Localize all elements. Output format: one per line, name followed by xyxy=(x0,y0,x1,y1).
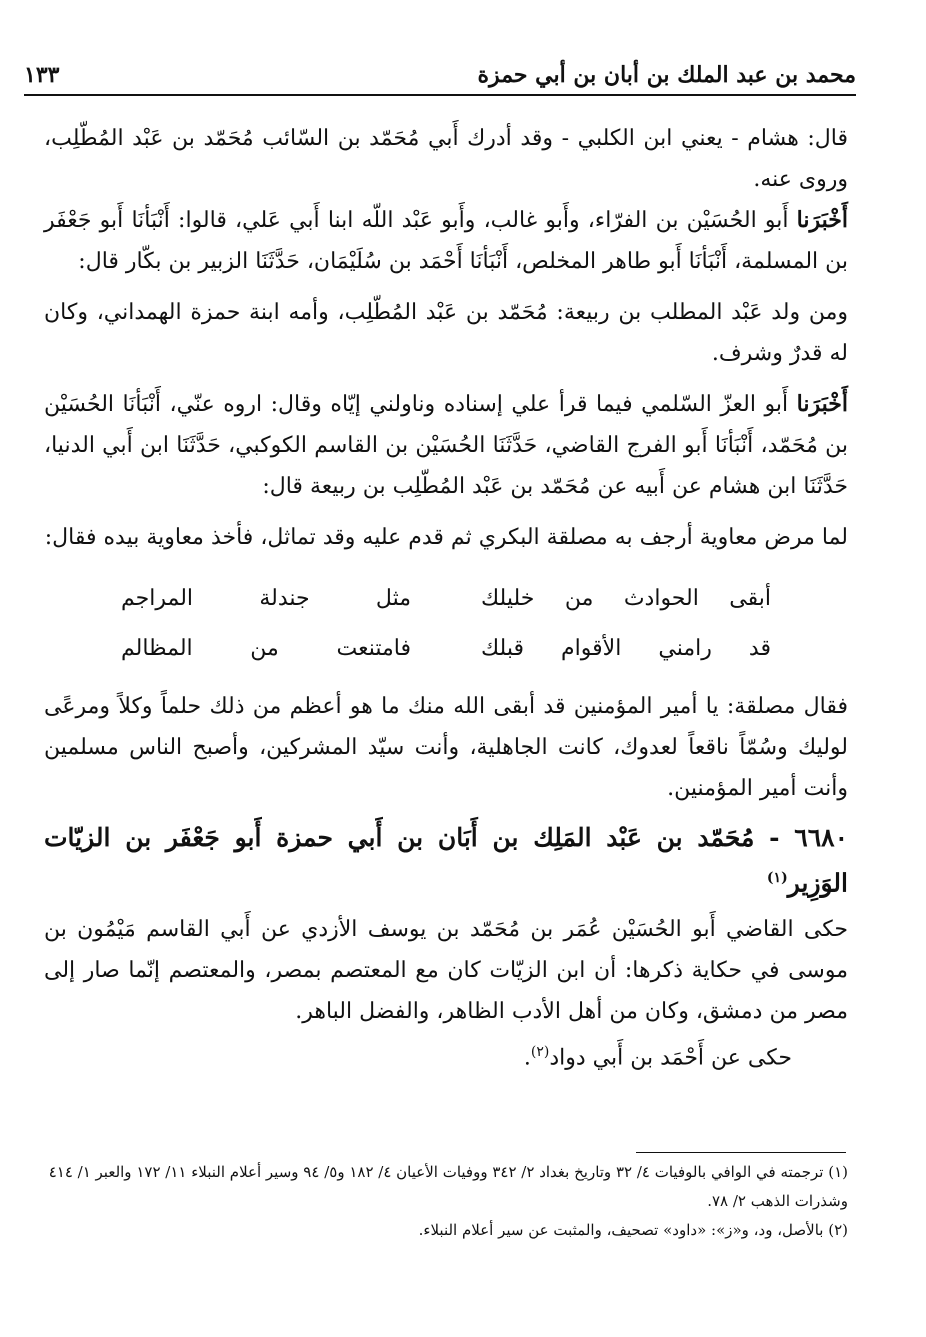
paragraph-text: أَبو الحُسَيْن بن الفرّاء، وأَبو غالب، وأَبو عَبْد اللّه ابنا أَبي عَلي، قالوا: أَنْبَأنَا أَبو جَعْفَر بن المسلمة، أَنْبَأنَا أَبو طاهر المخلص، أَنْبَأنَا أَحْمَد بن سُلَيْمَان، حَدَّثَنَا الزبير بن بكّار قال: xyxy=(44,208,848,274)
page-header xyxy=(24,48,856,96)
poem-verse xyxy=(44,624,848,674)
paragraph xyxy=(44,1032,848,1078)
paragraph-text: أَبو العزّ السّلمي فيما قرأ علي إسناده وناولني إيّاه وقال: اروه عنّي، أَنْبَأنَا الحُسَيْن بن مُحَمّد، أَنْبَأنَا أَبو الفرج القاضي، حَدَّثَنَا الحُسَيْن بن القاسم الكوكبي، حَدَّثَنَا ابن أَبي الدنيا، حَدَّثَنَا ابن هشام عن أَبيه عن مُحَمّد بن عَبْد المُطّلِب بن ربيعة قال: xyxy=(44,392,848,499)
page-number: ١٣٣ xyxy=(24,62,60,88)
paragraph: حكى القاضي أَبو الحُسَيْن عُمَر بن مُحَمّد بن يوسف الأزدي عن أَبي القاسم مَيْمُون بن موسى في حكاية ذكرها: أن ابن الزيّات كان مع المعتصم بمصر، والمعتصم إنّما صار إلى مصر من دمشق، وكان من أهل الأدب الظاهر، والفضل الباهر. xyxy=(44,917,848,1025)
footnote-ref[interactable]: (٢) xyxy=(530,1044,550,1061)
akhbarana-lead: أَخْبَرَنا xyxy=(796,391,848,417)
footnote-ref[interactable]: (١) xyxy=(766,870,788,886)
poem xyxy=(44,574,848,674)
paragraph: ومن ولد عَبْد المطلب بن ربيعة: مُحَمّد بن عَبْد المُطّلِب، وأمه ابنة حمزة الهمداني، وكان له قدرٌ وشرف. xyxy=(44,300,848,366)
akhbarana-lead: أَخْبَرَنا xyxy=(796,207,848,233)
page-body xyxy=(44,118,848,1079)
running-title: محمد بن عبد الملك بن أبان بن أبي حمزة xyxy=(477,62,856,88)
footnotes xyxy=(36,1158,848,1245)
hemistich-first: أبقى الحوادث من خليلك xyxy=(481,586,771,611)
isnad-paragraph xyxy=(44,384,848,507)
hemistich-second: مثل جندلة المراجم xyxy=(121,586,411,611)
isnad-paragraph xyxy=(44,200,848,282)
entry-heading-text: ٦٦٨٠ - مُحَمّد بن عَبْد المَلِك بن أَبَان بن أَبي حمزة أَبو جَعْفَر بن الزيّات الوَزِير xyxy=(44,823,848,898)
hemistich-first: قد رامني الأقوام قبلك xyxy=(481,636,771,661)
poem-verse xyxy=(44,574,848,624)
entry-heading xyxy=(44,817,848,903)
paragraph-text: حكى عن أَحْمَد بن أَبي دواد xyxy=(549,1045,792,1071)
paragraph: لما مرض معاوية أرجف به مصلقة البكري ثم قدم عليه وقد تماثل، فأخذ معاوية بيده فقال: xyxy=(44,525,848,550)
footnote: (٢) بالأصل، ود، و«ز»: «داود» تصحيف، والمثبت عن سير أعلام النبلاء. xyxy=(418,1221,848,1239)
footnote-separator xyxy=(636,1152,846,1153)
paragraph-end: . xyxy=(523,1045,531,1071)
hemistich-second: فامتنعت من المظالم xyxy=(121,636,411,661)
paragraph: فقال مصلقة: يا أمير المؤمنين قد أبقى الله منك ما هو أعظم من ذلك حلماً وكلاً ومرعًى لوليك وسُمّاً ناقعاً لعدوك، كانت الجاهلية، وأنت سيّد المشركين، وأصبح الناس مسلمين وأنت أمير المؤمنين. xyxy=(44,694,848,801)
paragraph: قال: هشام - يعني ابن الكلبي - وقد أدرك أَبي مُحَمّد بن السّائب مُحَمّد بن عَبْد المُطّلِب، وروى عنه. xyxy=(44,126,848,192)
footnote: (١) ترجمته في الوافي بالوفيات ٤/ ٣٢ وتاريخ بغداد ٢/ ٣٤٢ ووفيات الأعيان ٤/ ١٨٢ و٥/ ٩٤ وسير أعلام النبلاء ١١/ ١٧٢ والعبر ١/ ٤١٤ وشذرات الذهب ٢/ ٧٨. xyxy=(48,1163,848,1210)
